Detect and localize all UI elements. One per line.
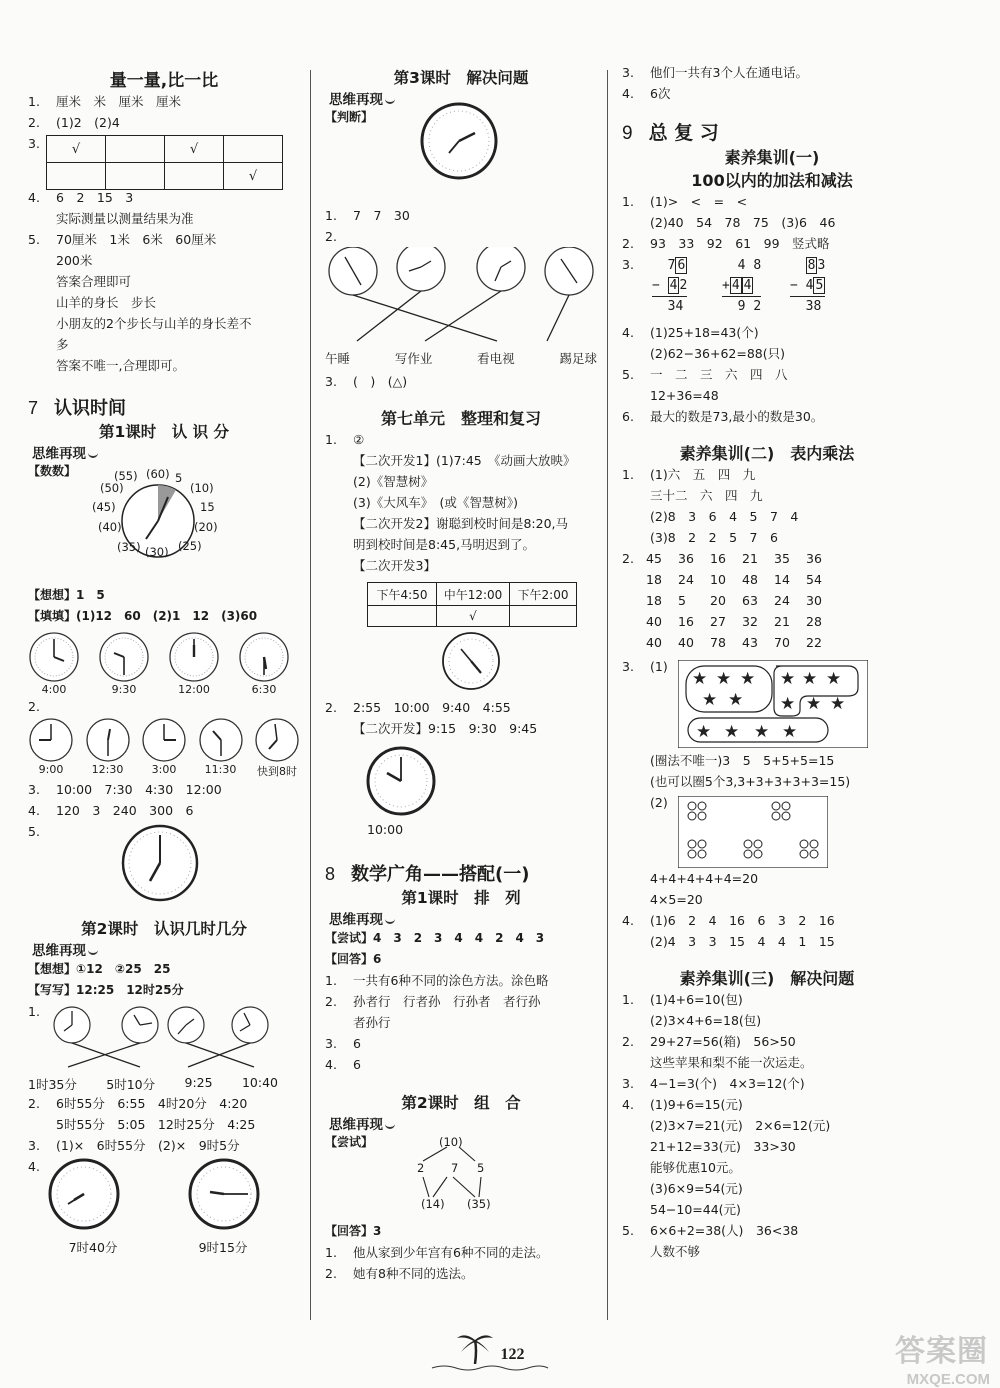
- grid-cell: 16: [678, 614, 694, 629]
- number-grid: 2. 45 36 16 21 35 36 18 24 10 48 14 54 18 5 20 63 24 30 40 16 27 32 21 28 40 40 78 43 70 22: [622, 548, 972, 656]
- clock-item: 12:00: [168, 631, 220, 696]
- match-lines-icon: [28, 1001, 300, 1081]
- clock-icon: [48, 1158, 120, 1230]
- grid-cell: 63: [742, 593, 758, 608]
- grid-cell: 32: [742, 614, 758, 629]
- check-table: √ √ √: [46, 135, 283, 190]
- svg-text:★: ★: [728, 690, 744, 710]
- svg-text:★: ★: [826, 669, 842, 689]
- svg-text:★: ★: [724, 722, 740, 742]
- grid-cell: 54: [806, 572, 822, 587]
- minute-dial-diagram: (60) 5 (10) 15 (20) (25) (30) (35) (40) (45) (50) (55): [28, 479, 300, 581]
- clock-icon: [238, 631, 290, 683]
- clock-icon: [28, 631, 80, 683]
- grid-cell: 28: [806, 614, 822, 629]
- svg-text:★: ★: [692, 669, 708, 689]
- vertical-calc: 8 3 − 4 5 38: [790, 258, 826, 314]
- clock-icon: [98, 631, 150, 683]
- grid-cell: 14: [774, 572, 790, 587]
- section-subtitle: 100以内的加法和减法: [691, 171, 853, 190]
- wave-icon: [385, 914, 395, 924]
- clock-item: 9:30: [98, 631, 150, 696]
- grid-cell: 43: [742, 635, 758, 650]
- grid-cell: 48: [742, 572, 758, 587]
- svg-text:★: ★: [716, 669, 732, 689]
- grid-cell: 40: [678, 635, 694, 650]
- clock-item: 快到8时: [254, 717, 300, 779]
- clock-icon: [85, 717, 131, 763]
- watermark-logo: 答案圈: [895, 1334, 988, 1369]
- grid-row: [646, 632, 838, 653]
- clock-icon: [120, 823, 200, 903]
- star-groups-icon: [678, 660, 868, 748]
- combination-tree: 【尝试】 (10) 2 7 5 (14) (35): [325, 1133, 597, 1215]
- grid-cell: 70: [774, 635, 790, 650]
- svg-text:★: ★: [780, 694, 796, 714]
- clock-item: 9:00: [28, 717, 74, 779]
- clock-icon: [28, 717, 74, 763]
- judge-clock: [325, 125, 597, 189]
- grid-row: [646, 569, 838, 590]
- watermark-url: MXQE.COM: [906, 1371, 990, 1388]
- clock-item: 12:30: [85, 717, 131, 779]
- match-label-row: 1时35分 5时10分 9:25 10:40: [28, 1075, 278, 1092]
- clock-icon: [188, 1158, 260, 1230]
- grid-cell: 21: [742, 551, 758, 566]
- section-title: 量一量,比一比: [109, 71, 219, 91]
- thinking-review-tag: 思维再现: [325, 908, 597, 928]
- grid-cell: 36: [678, 551, 694, 566]
- grid-cell: 5: [678, 593, 686, 608]
- vertical-calc: 7 6 − 4 2 34: [652, 258, 688, 314]
- wave-icon: [88, 448, 98, 458]
- wave-underline-icon: [430, 1364, 550, 1372]
- clock-icon: [168, 631, 220, 683]
- grid-cell: 18: [646, 593, 662, 608]
- grid-cell: 30: [806, 593, 822, 608]
- grid-cell: 18: [646, 572, 662, 587]
- grid-cell: 40: [646, 635, 662, 650]
- unit-title: 第七单元 整理和复习: [380, 409, 541, 428]
- svg-text:★: ★: [802, 669, 818, 689]
- multiplication-grid: [646, 548, 838, 653]
- section-title: 素养集训(一): [724, 148, 820, 167]
- wave-icon: [385, 94, 395, 104]
- section-title: 素养集训(二) 表内乘法: [679, 444, 855, 463]
- page-footer: [430, 1330, 550, 1372]
- svg-text:★: ★: [740, 669, 756, 689]
- clock-icon: [365, 745, 437, 817]
- final-clock-labels: 7时40分 9时15分: [68, 1240, 248, 1255]
- column-3: 3. 他们一共有3个人在通电话。 4. 6次 9 总 复 习 素养集训(一) 100以内的加法和减法 1. (1)> < = < (2)40 54 78 75 (3)6 46 2. 93 33 92 61 99 竖式略 3. 7 6 − 4 2 34 4 8 + 4 4 9 2 8 3 − 4 5 38 4. (1)25+18=43(个) (2)62−36+62=88(只) 5. 一 二 三 六 四 八 12+36=48 6. 最大的数是73,最小的数是30。 素养集训(二) 表内乘法 1. (1)六 五 四 九 三十二 六 四 九 (2)8 3 6 4 5 7 4 (3)8 2 2 5 7 6 2. 45 36 16 21 35 36 18 24 10 48 14 54 18 5 20 63 24 30 40 16 27 32 21 28 40 40 78 43 70 22 3. (1) ★ ★ ★ ★ ★ ★ ★ ★ ★ ★ ★ ★ ★ ★ ★ (圈法不唯一)3 5 5+5+5=15 (也可以圈5个3,3+3+3+3+3=15) (2) 4+4+4+4+4=20 4×5=20 4. (1)6 2 4 16 6 3 2 16 (2)4 3 3 15 4 4 1 15 素养集训(三) 解决问题 1. (1)4+6=10(包) (2)3×4+6=18(包) 2. 29+27=56(箱) 56>50 这些苹果和梨不能一次运走。 3. 4−1=3(个) 4×3=12(个) 4. (1)9+6=15(元) (2)3×7=21(元) 2×6=12(元) 21+12=33(元) 33>30 能够优惠10元。 (3)6×9=54(元) 54−10=44(元) 5. 6×6+2=38(人) 36<38 人数不够: [622, 62, 972, 1262]
- vertical-calc: 4 8 + 4 4 9 2: [722, 258, 762, 314]
- clock-icon: [419, 101, 499, 181]
- lesson-title: 第3课时 解决问题: [393, 69, 529, 87]
- grid-cell: 24: [678, 572, 694, 587]
- grid-cell: 16: [710, 551, 726, 566]
- chapter-heading: 8 数学广角——搭配(一): [325, 864, 530, 885]
- clock-icon: [141, 717, 187, 763]
- clock-item: 3:00: [141, 717, 187, 779]
- grid-cell: 40: [646, 614, 662, 629]
- answer-table-row: 3. √ √ √: [28, 133, 300, 187]
- clock-icon: [254, 717, 300, 763]
- lesson-title: 第1课时 排 列: [401, 889, 521, 907]
- column-divider: [607, 70, 608, 1320]
- svg-text:★: ★: [782, 722, 798, 742]
- svg-text:★: ★: [754, 722, 770, 742]
- svg-text:★: ★: [830, 694, 846, 714]
- grid-cell: 10: [710, 572, 726, 587]
- column-2: 第3课时 解决问题 思维再现 【判断】 1. 7 7 30 2. 午睡 写作业 看电视 踢足球 3. ( ) (△) 第七单元 整理和复习 1. ② 【二次开发1】(1)7:45 《动画大放映》 (2)《智慧树》 (3)《大风车》 (或《智慧树》) 【二次开发2】谢聪到校时间是8:20,马 明到校时间是8:45,马明迟到了。 【二次开发3】 下午4:50 中午12:00 下午2:00 √ 2. 2:55 10:00 9:40 4:55 【二次开发】9:15 9:30 9:45 10:00 8 数学广角——搭配(一) 第1课时 排 列 思维再现 【尝试】4 3 2 3 4 4 2 4 3 【回答】6 1. 一共有6种不同的涂色方法。涂色略 2. 孙者行 行者孙 行孙者 者行孙 者孙行 3. 6 4. 6 第2课时 组 合 思维再现 【尝试】 (10) 2 7 5 (14) (35) 【回答】3 1. 他从家到少年宫有6种不同的走法。 2. 她有8种不同的选法。: [325, 62, 597, 1284]
- svg-text:★: ★: [806, 694, 822, 714]
- wave-icon: [385, 1119, 395, 1129]
- lesson-title: 第1课时 认 识 分: [98, 423, 230, 441]
- clock-item: 4:00: [28, 631, 80, 696]
- clock-match-diagram: 1.: [28, 1001, 300, 1081]
- page-number: 122: [500, 1346, 525, 1363]
- grid-cell: 20: [710, 593, 726, 608]
- svg-text:★: ★: [696, 722, 712, 742]
- column-1: 量一量,比一比 1. 厘米 米 厘米 厘米 2. (1)2 (2)4 3. √ √ √ 4. 6 2 15 3 实际测量以测量结果为准 5. 70厘米 1米 6米 60厘米 200米 答案合理即可 山羊的身长 步长 小朋友的2个步长与山羊的身长差不 多 答案不唯一,合理即可。 7 认识时间 第1课时 认 识 分 思维再现 【数数】 (60) 5 (10) 15 (20) (25) (30) (35) (40) (45) (50) (55) 【想想】1 5 【填填】(1)12 60 (2)1 12 (3)60 4:00 9:30 12:00 6:30 2. 9:00 12:30 3:00 11:30 快到8时 3. 10:00 7:30 4:30 12:00 4. 120 3 240 300 6 5. 第2课时 认识几时几分 思维再现 【想想】①12 ②25 25 【写写】12:25 12时25分 1. 1时35分 5时10分 9:25 10:40 2. 6时55分 6:55 4时20分 4:20 5时55分 5:05 12时25分 4:25 3. (1)× 6时55分 (2)× 9时5分 4. 7时40分 9时15分: [28, 62, 300, 1256]
- big-clock-row: 5.: [28, 821, 300, 907]
- chapter-heading: 7 认识时间: [28, 398, 127, 419]
- section-title: 素养集训(三) 解决问题: [679, 969, 855, 988]
- grid-cell: 21: [774, 614, 790, 629]
- wave-icon: [88, 945, 98, 955]
- grid-row: [646, 548, 838, 569]
- grid-row: [646, 611, 838, 632]
- lesson-title: 第2课时 认识几时几分: [81, 920, 247, 938]
- thinking-review-tag: 思维再现: [325, 1113, 597, 1133]
- column-divider: [310, 70, 311, 1320]
- grid-cell: 35: [774, 551, 790, 566]
- circle-groups-diagram: (2): [622, 792, 972, 868]
- grid-cell: 36: [806, 551, 822, 566]
- svg-text:★: ★: [780, 669, 796, 689]
- clock-icon: [198, 717, 244, 763]
- activity-labels: 午睡 写作业 看电视 踢足球: [325, 351, 597, 366]
- lesson-title: 第2课时 组 合: [401, 1094, 521, 1112]
- clock-row: [28, 717, 300, 779]
- circle-groups-icon: [678, 796, 828, 868]
- clock-item: 6:30: [238, 631, 290, 696]
- grid-row: [646, 590, 838, 611]
- time-table: 下午4:50 中午12:00 下午2:00 √: [367, 582, 577, 627]
- thinking-review-tag: 思维再现: [28, 442, 300, 462]
- grid-cell: 24: [774, 593, 790, 608]
- clock-item: 11:30: [198, 717, 244, 779]
- grid-cell: 45: [646, 551, 662, 566]
- grid-cell: 27: [710, 614, 726, 629]
- vertical-calc-row: 3. 7 6 − 4 2 34 4 8 + 4 4 9 2 8 3 − 4 5 38: [622, 254, 972, 322]
- activity-match-diagram: [325, 247, 597, 357]
- star-circle-diagram: 3. (1) ★ ★ ★ ★ ★ ★ ★ ★ ★ ★ ★ ★ ★ ★ ★: [622, 656, 972, 750]
- final-clocks-row: 4.: [28, 1156, 300, 1250]
- thinking-review-tag: 思维再现: [325, 88, 597, 108]
- match-lines-icon: [325, 247, 597, 357]
- thinking-review-tag: 思维再现: [28, 939, 300, 959]
- grid-cell: 22: [806, 635, 822, 650]
- grid-cell: 78: [710, 635, 726, 650]
- svg-text:★: ★: [702, 690, 718, 710]
- clock-icon: [441, 631, 501, 691]
- palm-tree-icon: [455, 1330, 495, 1364]
- chapter-heading: 9 总 复 习: [622, 122, 719, 144]
- clock-row: [28, 631, 290, 696]
